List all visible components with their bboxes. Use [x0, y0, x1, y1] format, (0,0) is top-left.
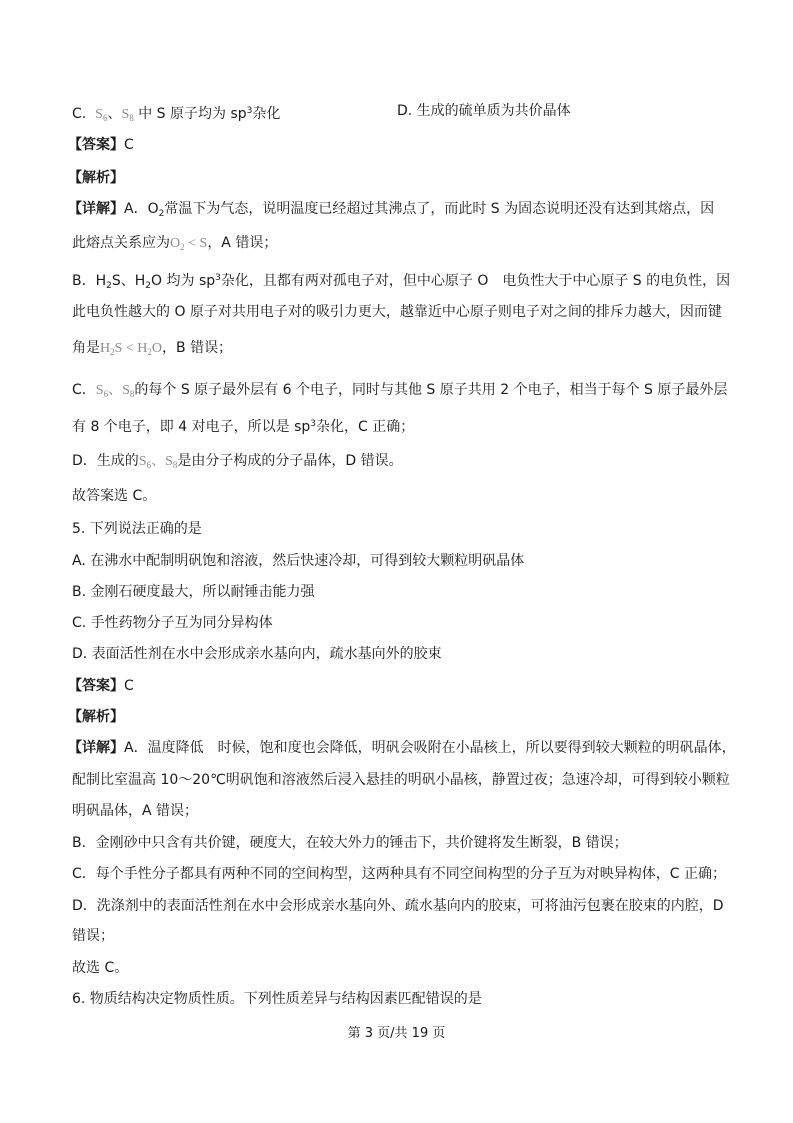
- q4-option-d: D. 生成的硫单质为共价晶体: [397, 103, 571, 119]
- h2s-lt-h2o-formula: $H_2S < H_2O$: [100, 341, 163, 357]
- q4-analysis-label: 【解析】: [68, 170, 124, 186]
- q4-detail-c-line2: 有 8 个电子，即 4 对电子，所以是 $sp^3$杂化，C 正确；: [72, 419, 415, 435]
- page-footer: 第 3 页/共 19 页: [347, 1026, 446, 1041]
- q4-detail-a-line1: 【详解】A．$O_2$常温下为气态，说明温度已经超过其沸点了，而此时 S 为固态说明还没有达到其熔点，因: [68, 201, 715, 219]
- q5-detail-line5: C．每个手性分子都具有两种不同的空间构型，这两种具有不同空间构型的分子互为对映异构体，C 正确；: [72, 866, 726, 882]
- q5-option-d: D. 表面活性剂在水中会形成亲水基向内，疏水基向外的胶束: [72, 646, 442, 662]
- q5-detail-line3: 明矾晶体，A 错误；: [72, 803, 199, 819]
- q5-conclusion: 故选 C。: [72, 960, 129, 976]
- s8-formula: $S_8$: [121, 107, 134, 123]
- q4-detail-c-line1: C．$S_6$、$S_8$的每个 S 原子最外层有 6 个电子，同时与其他 S 原子共用 2 个电子，相当于每个 S 原子最外层: [72, 382, 728, 399]
- q5-detail-line2: 配制比室温高 10～20℃明矾饱和溶液然后浸入悬挂的明矾小晶核，静置过夜；急速冷却，可得到较小颗粒: [72, 772, 730, 788]
- q4-detail-a-line2: 此熔点关系应为$O_2 < S$，A 错误；: [72, 235, 278, 252]
- s6-formula: $S_6$: [95, 107, 108, 123]
- q5-option-c: C. 手性药物分子互为同分异构体: [72, 615, 273, 631]
- q5-detail-line6: D．洗涤剂中的表面活性剂在水中会形成亲水基向外、疏水基向内的胶束，可将油污包裹在胶束的内腔，D: [72, 898, 724, 914]
- q4-detail-b-line1: B．$H_2S$、$H_2O$ 均为 $sp^3$杂化，且都有两对孤电子对，但中心原子 O 电负性大于中心原子 S 的电负性，因: [72, 273, 731, 291]
- q6-stem: 6. 物质结构决定物质性质。下列性质差异与结构因素匹配错误的是: [72, 991, 482, 1007]
- q4-answer: 【答案】C: [68, 137, 134, 153]
- q4-detail-b-line3: 角是$H_2S < H_2O$，B 错误；: [72, 340, 233, 357]
- q5-detail-line1: 【详解】A．温度降低 时候，饱和度也会降低，明矾会吸附在小晶核上，所以要得到较大颗粒的明矾晶体，: [68, 740, 736, 756]
- o2-lt-s-formula: $O_2 < S$: [170, 236, 208, 252]
- q5-answer: 【答案】C: [68, 678, 134, 694]
- q4-conclusion: 故答案选 C。: [72, 488, 157, 504]
- q5-analysis-label: 【解析】: [68, 709, 124, 725]
- q5-option-a: A. 在沸水中配制明矾饱和溶液，然后快速冷却，可得到较大颗粒明矾晶体: [72, 553, 525, 569]
- s6-s8-formula-2: $S_6$、$S_8$: [138, 454, 178, 470]
- q5-detail-line4: B．金刚砂中只含有共价键，硬度大，在较大外力的锤击下，共价键将发生断裂，B 错误；: [72, 835, 628, 851]
- q4-detail-d: D．生成的$S_6$、$S_8$是由分子构成的分子晶体，D 错误。: [72, 453, 403, 470]
- q5-detail-line7: 错误；: [72, 928, 114, 944]
- q5-stem: 5. 下列说法正确的是: [72, 521, 202, 537]
- q4-detail-b-line2: 此电负性越大的 O 原子对共用电子对的吸引力更大，越靠近中心原子则电子对之间的排斥力越大，因而键: [72, 304, 722, 320]
- q4-option-c: C. $S_6$、$S_8$ 中 S 原子均为 $sp^3$杂化: [72, 106, 281, 123]
- s6-s8-formula: $S_6$、$S_8$: [95, 383, 135, 399]
- q5-option-b: B. 金刚石硬度最大，所以耐锤击能力强: [72, 584, 315, 600]
